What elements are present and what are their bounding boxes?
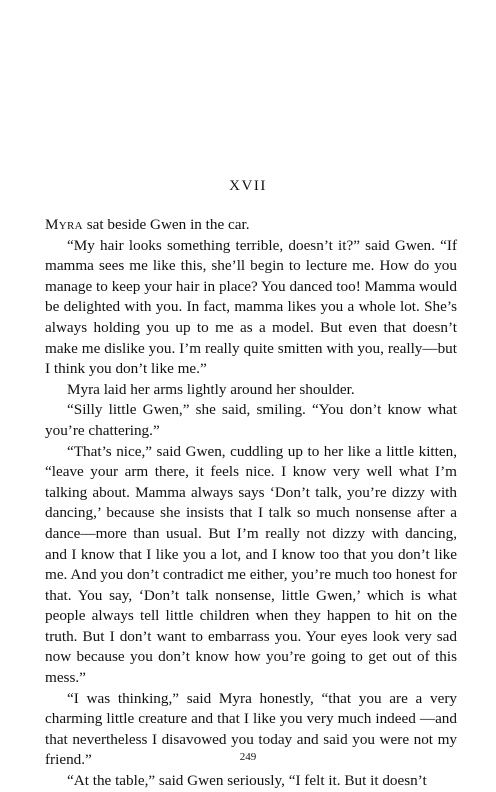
opening-word-smallcaps: Myra	[45, 216, 83, 233]
paragraph-4: “Silly little Gwen,” she said, smiling. “You don’t know what you’re chattering.”	[45, 401, 457, 439]
chapter-heading: XVII	[229, 178, 267, 194]
paragraph-1-text: sat beside Gwen in the car.	[82, 216, 250, 233]
page-number: 249	[239, 751, 257, 763]
body-text	[45, 215, 457, 792]
paragraph-1	[45, 215, 457, 236]
paragraph-7: “At the table,” said Gwen seriously, “I felt it. But it doesn’t	[67, 772, 427, 790]
paragraph-3: Myra laid her arms lightly around her shoulder.	[67, 380, 355, 398]
paragraph-2: “My hair looks something terrible, doesn’t it?” said Gwen. “If mamma sees me like this, she’ll begin to lecture me. How do you manage to keep your hair in place? You danced too! Mamma would be delighted with you. In fact, mamma likes you a whole lot. She’s always holding you up to me as a model. But even that doesn’t make me dislike you. I’m really quite smitten with you, really—but I think you don’t like me.”	[45, 236, 457, 378]
paragraph-5: “That’s nice,” said Gwen, cuddling up to her like a little kitten, “leave your arm there, it feels nice. I know very well what I’m talking about. Mamma always says ‘Don’t talk, you’re dizzy with dancing,’ because she insists that I talk so much nonsense after a dance—more than usual. But I’m really not dizzy with dancing, and I know that I like you a lot, and I know too that you don’t like me. And you don’t contradict me either, you’re much too honest for that. You say, ‘Don’t talk nonsense, little Gwen,’ which is what people always tell little children when they happen to hit on the truth. But I don’t want to embarrass you. Your eyes look very sad now because you don’t know how you’re going to get out of this mess.”	[45, 442, 457, 687]
paragraph-6: “I was thinking,” said Myra honestly, “that you are a very charming little creature and that I like you very much indeed —and that nevertheless I disavowed you today and said you were not my friend.”	[45, 689, 457, 769]
